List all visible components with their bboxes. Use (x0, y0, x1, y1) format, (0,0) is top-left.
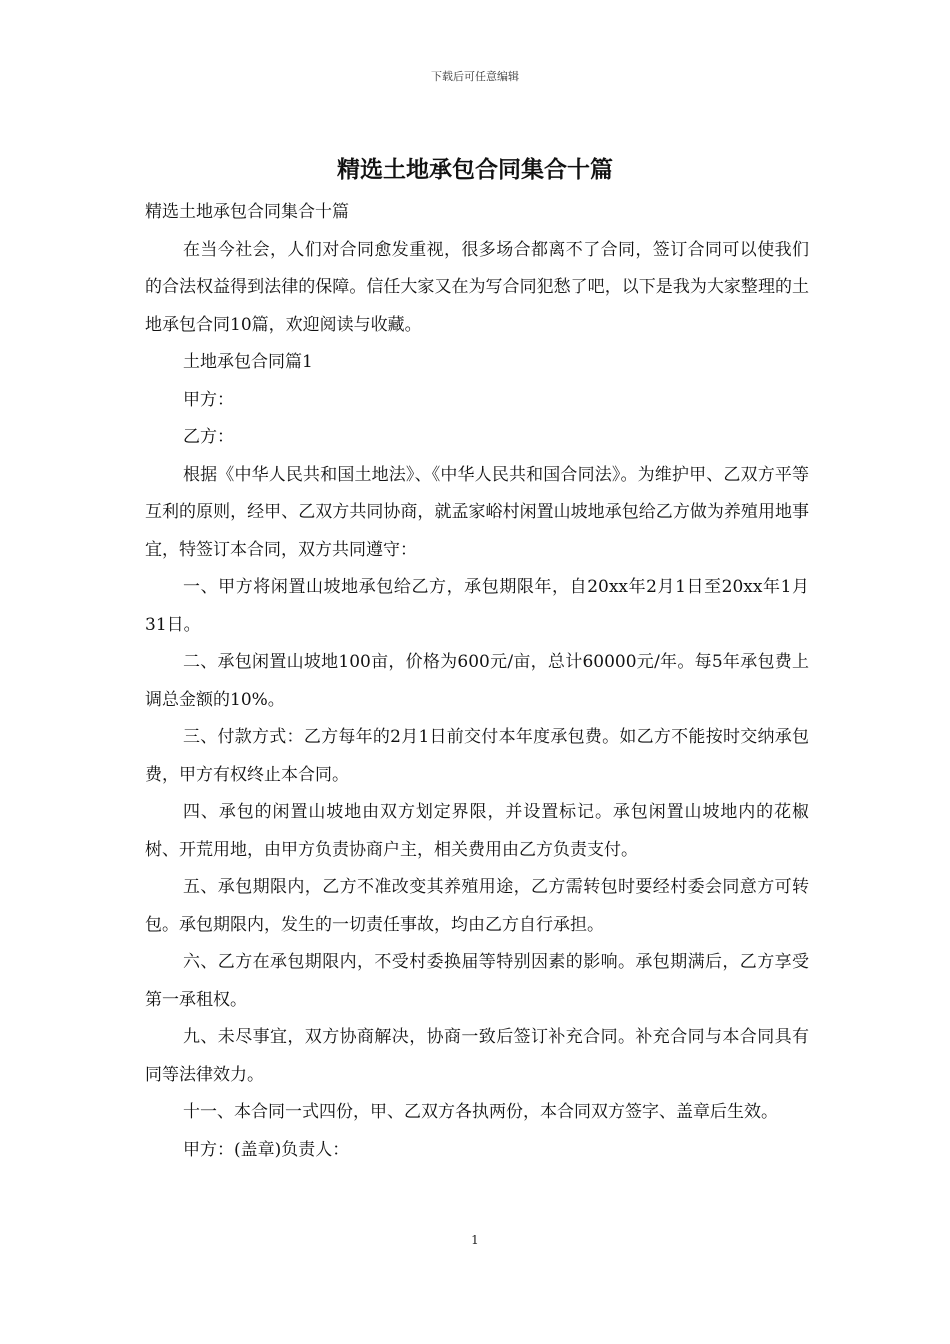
clause-6: 六、乙方在承包期限内，不受村委换届等特别因素的影响。承包期满后，乙方享受第一承租权。 (145, 952, 809, 1010)
party-a-line: 甲方： (183, 389, 234, 410)
clause-5: 五、承包期限内，乙方不准改变其养殖用途，乙方需转包时要经村委会同意方可转包。承包期限内，发生的一切责任事故，均由乙方自行承担。 (145, 877, 809, 935)
page-number: 1 (471, 1233, 479, 1247)
preamble-paragraph: 根据《中华人民共和国土地法》、《中华人民共和国合同法》。为维护甲、乙双方平等互利的原则，经甲、乙双方共同协商，就孟家峪村闲置山坡地承包给乙方做为养殖用地事宜，特签订本合同，双方共同遵守： (145, 464, 809, 560)
page-title: 精选土地承包合同集合十篇 (337, 156, 613, 183)
clause-3: 三、付款方式：乙方每年的2月1日前交付本年度承包费。如乙方不能按时交纳承包费，甲方有权终止本合同。 (145, 727, 809, 785)
clause-9: 九、未尽事宜，双方协商解决，协商一致后签订补充合同。补充合同与本合同具有同等法律效力。 (145, 1027, 809, 1085)
clause-4: 四、承包的闲置山坡地由双方划定界限，并设置标记。承包闲置山坡地内的花椒树、开荒用地，由甲方负责协商户主，相关费用由乙方负责支付。 (145, 802, 809, 860)
header-note: 下载后可任意编辑 (431, 70, 519, 83)
signature-line: 甲方：(盖章)负责人： (183, 1139, 350, 1160)
party-b-line: 乙方： (183, 427, 234, 447)
clause-2: 二、承包闲置山坡地100亩，价格为600元/亩，总计60000元/年。每5年承包费上调总金额的10%。 (145, 652, 809, 710)
clause-1: 一、甲方将闲置山坡地承包给乙方，承包期限年，自20xx年2月1日至20xx年1月31日。 (145, 577, 809, 635)
subtitle-paragraph: 精选土地承包合同集合十篇 (145, 202, 349, 222)
contract-heading: 土地承包合同篇1 (183, 352, 313, 372)
document-body (145, 194, 809, 1169)
intro-paragraph: 在当今社会，人们对合同愈发重视，很多场合都离不了合同，签订合同可以使我们的合法权益得到法律的保障。信任大家又在为写合同犯愁了吧，以下是我为大家整理的土地承包合同10篇，欢迎阅读与收藏。 (145, 239, 809, 335)
clause-11: 十一、本合同一式四份，甲、乙双方各执两份，本合同双方签字、盖章后生效。 (183, 1102, 778, 1122)
